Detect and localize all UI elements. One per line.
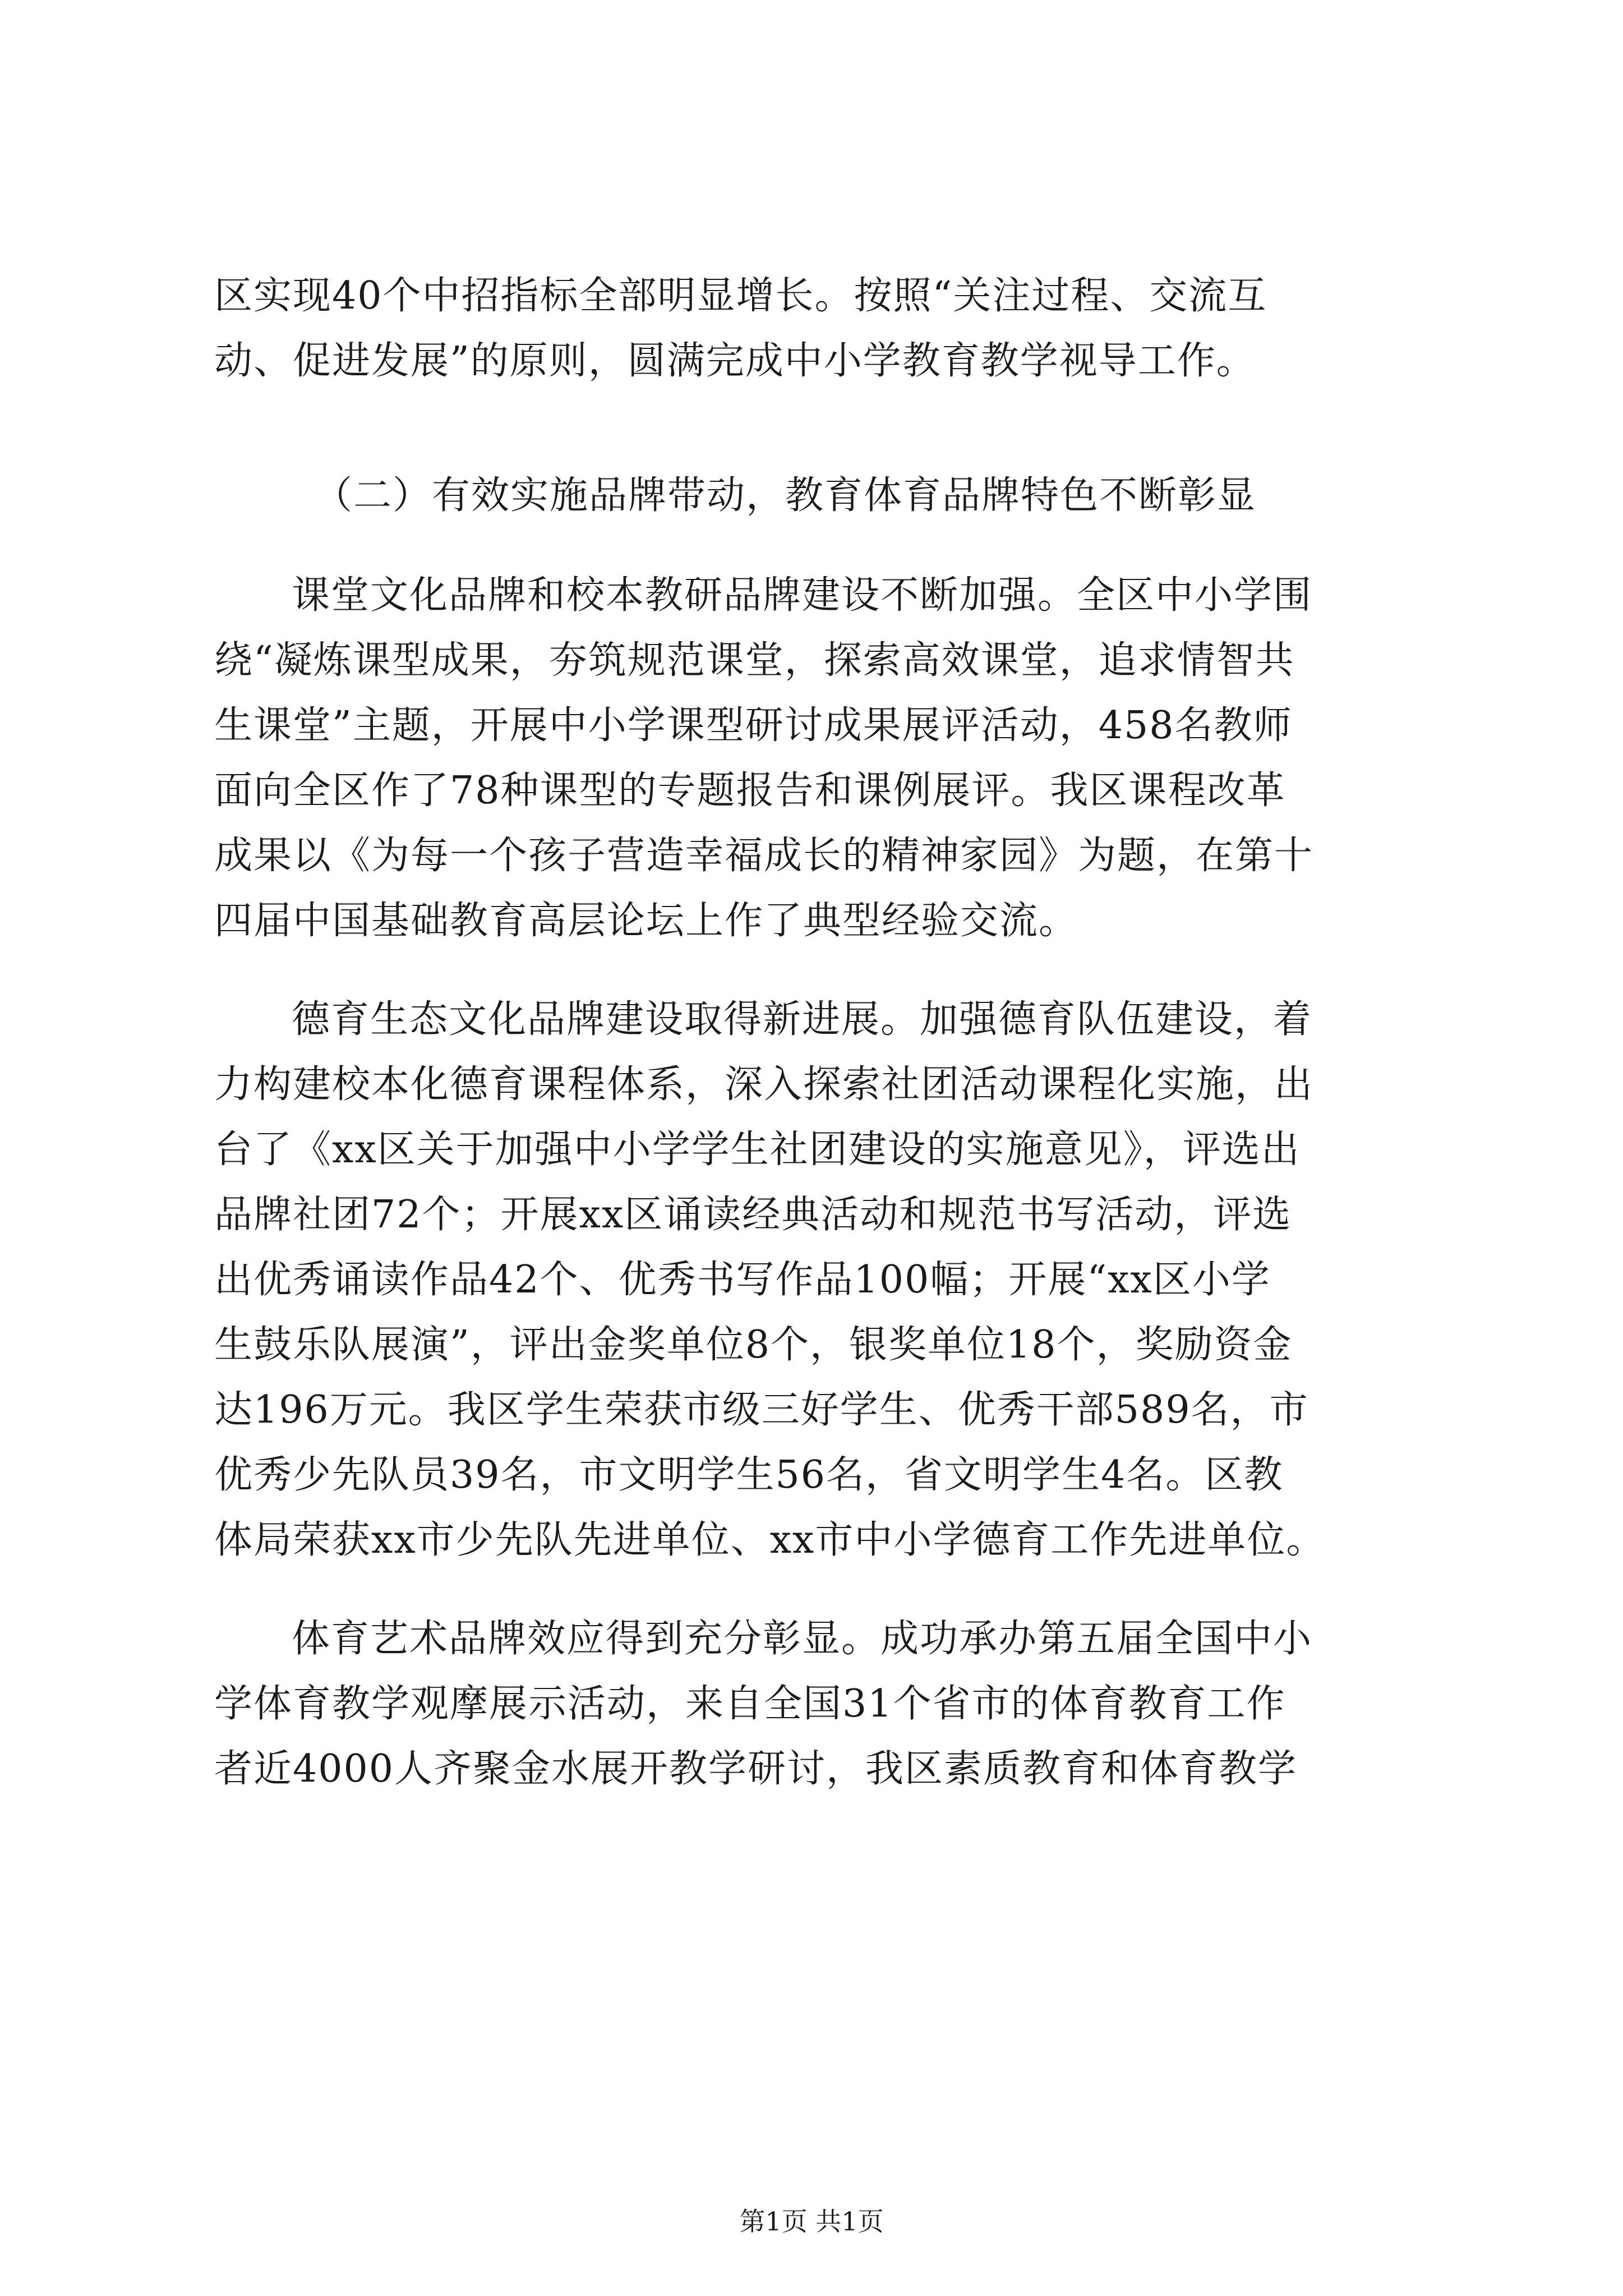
page-footer: 第1页 共1页 [739, 2206, 884, 2237]
text-line: 生鼓乐队展演”，评出金奖单位8个，银奖单位18个，奖励资金 [214, 1323, 1293, 1367]
text-line: 力构建校本化德育课程体系，深入探索社团活动课程化实施，出 [214, 1062, 1314, 1107]
text-line: 动、促进发展”的原则，圆满完成中小学教育教学视导工作。 [214, 339, 1256, 383]
paragraph-start-line: 体育艺术品牌效应得到充分彰显。成功承办第五届全国中小 [292, 1617, 1313, 1661]
text-line: 面向全区作了78种课型的专题报告和课例展评。我区课程改革 [214, 769, 1286, 813]
text-line: 达196万元。我区学生荣获市级三好学生、优秀干部589名，市 [214, 1388, 1309, 1432]
paragraph-start-line: 德育生态文化品牌建设取得新进展。加强德育队伍建设，着 [292, 997, 1313, 1042]
section-heading: （二）有效实施品牌带动，教育体育品牌特色不断彰显 [314, 473, 1257, 518]
text-line: 绕“凝炼课型成果，夯筑规范课堂，探索高效课堂，追求情智共 [214, 638, 1295, 683]
text-line: 出优秀诵读作品42个、优秀书写作品100幅；开展“xx区小学 [214, 1258, 1271, 1302]
paragraph-start-line: 课堂文化品牌和校本教研品牌建设不断加强。全区中小学围 [292, 573, 1313, 618]
text-line: 生课堂”主题，开展中小学课型研讨成果展评活动，458名教师 [214, 703, 1293, 748]
text-line: 区实现40个中招指标全部明显增长。按照“关注过程、交流互 [214, 274, 1267, 318]
text-line: 四届中国基础教育高层论坛上作了典型经验交流。 [214, 899, 1078, 943]
text-line: 体局荣获xx市少先队先进单位、xx市中小学德育工作先进单位。 [214, 1518, 1326, 1562]
text-line: 优秀少先队员39名，市文明学生56名，省文明学生4名。区教 [214, 1453, 1284, 1497]
text-line: 品牌社团72个；开展xx区诵读经典活动和规范书写活动，评选 [214, 1193, 1292, 1237]
text-line: 学体育教学观摩展示活动，来自全国31个省市的体育教育工作 [214, 1682, 1286, 1726]
text-line: 者近4000人齐聚金水展开教学研讨，我区素质教育和体育教学 [214, 1747, 1298, 1791]
text-line: 台了《xx区关于加强中小学学生社团建设的实施意见》，评选出 [214, 1128, 1301, 1172]
text-line: 成果以《为每一个孩子营造幸福成长的精神家园》为题，在第十 [214, 834, 1314, 878]
